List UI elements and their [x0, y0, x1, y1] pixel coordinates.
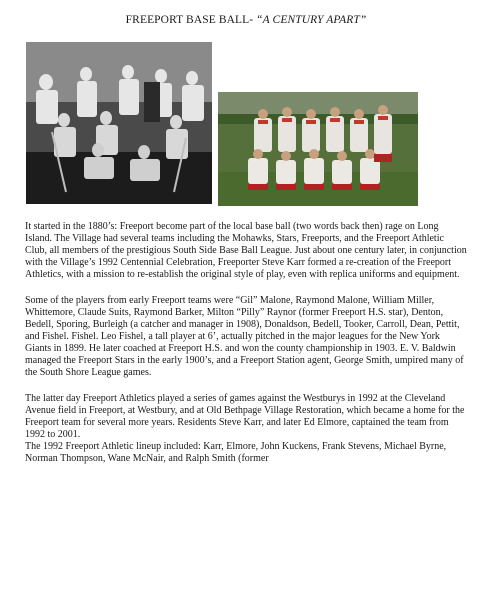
paragraph-early-players: Some of the players from early Freeport teams were “Gil” Malone, Raymond Malone, William Miller, Whittemore, Claude Suits, Raymond Barker, Milton “Pilly” Raynor (former Freeport H.S. star), Denton, Bedell, Sporing, Burleigh (a catcher and manager in 1908), Donaldson, Bedell, Tooker, Carroll, Dean, Pettit, and Fishel. Fishel. Leo Fishel, a tall player at 6’, actually pitched in the major leagues for the New York Giants in 1899. He later coached at Freeport H.S. and won the county championship in 1903. E. V. Baldwin managed the Freeport Stars in the early 1900’s, and a Freeport Station agent, George Smith, umpired many of the South Shore League games.: [25, 295, 464, 378]
paragraph-latter-day-athletics: The latter day Freeport Athletics played a series of games against the Westburys in 1992 at the Cleveland Avenue field in Freeport, at Westbury, and at Old Bethpage Village Restoration, which became a home for the Freeport team for several more years. Residents Steve Karr, and later Ed Elmore, captained the team from 1992 to 2001.: [25, 393, 465, 440]
vintage-team-photo: [26, 42, 212, 204]
title-subtitle: “A CENTURY APART”: [256, 14, 367, 26]
modern-team-photo-icon: [218, 92, 418, 206]
paragraph-history: It started in the 1880’s: Freeport become part of the local base ball (two words back then) rage on Long Island. The Village had several teams including the Mohawks, Stars, Freeports, and the Freeport Athletic Club, all members of the prestigious South Side Base Ball League. Just about one century later, in conjunction with the Village’s 1992 Centennial Celebration, Freeporter Steve Karr formed a re-creation of the Freeport Athletics, with a mission to re-establish the original style of play, even with replica uniforms and equipment.: [25, 221, 467, 280]
page-title: [0, 14, 492, 26]
modern-team-photo: [218, 92, 418, 206]
title-main: FREEPORT BASE BALL-: [125, 14, 257, 26]
paragraph-1992-lineup: The 1992 Freeport Athletic lineup included: Karr, Elmore, John Kuckens, Frank Stevens, Michael Byrne, Norman Thompson, Wane McNair, and Ralph Smith (former: [25, 441, 447, 464]
article-body: [25, 221, 467, 465]
vintage-team-photo-icon: [26, 42, 212, 204]
